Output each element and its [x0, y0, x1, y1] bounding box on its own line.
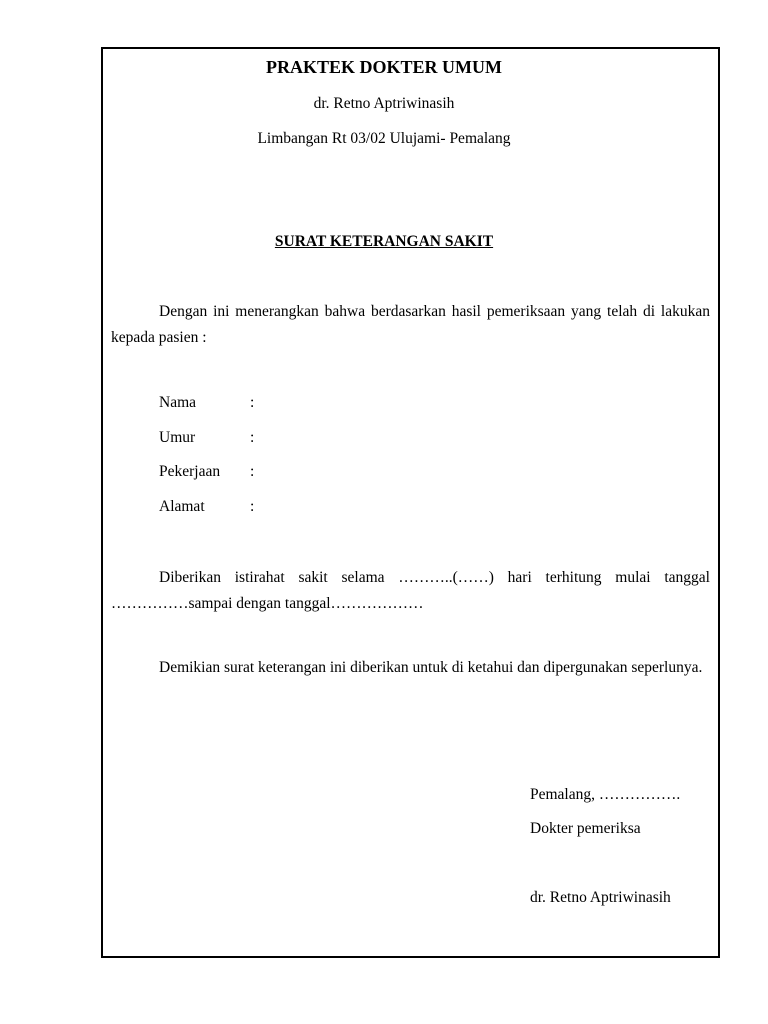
closing-paragraph: Demikian surat keterangan ini diberikan untuk di ketahui dan dipergunakan seperlunya. — [159, 659, 703, 676]
signature-place-date: Pemalang, ……………. — [530, 786, 681, 803]
doctor-name-header: dr. Retno Aptriwinasih — [313, 95, 455, 112]
intro-paragraph: Dengan ini menerangkan bahwa berdasarkan hasil pemeriksaan yang telah di lakukan kepada pasien : — [111, 303, 710, 346]
field-label-alamat: Alamat — [159, 498, 205, 515]
field-colon-pekerjaan: : — [250, 463, 255, 480]
field-label-umur: Umur — [159, 429, 196, 446]
field-label-nama: Nama — [159, 394, 197, 411]
practice-address: Limbangan Rt 03/02 Ulujami- Pemalang — [257, 130, 511, 147]
signature-name: dr. Retno Aptriwinasih — [530, 889, 671, 906]
field-colon-umur: : — [250, 429, 255, 446]
field-label-pekerjaan: Pekerjaan — [159, 463, 221, 480]
document-heading: SURAT KETERANGAN SAKIT — [274, 233, 494, 250]
field-colon-nama: : — [250, 394, 255, 411]
practice-name: PRAKTEK DOKTER UMUM — [266, 57, 502, 77]
rest-statement-paragraph: Diberikan istirahat sakit selama ………..(……) hari terhitung mulai tanggal ……………sampai dengan tanggal……………… — [111, 569, 710, 612]
field-colon-alamat: : — [250, 498, 255, 515]
signature-role: Dokter pemeriksa — [530, 820, 641, 837]
